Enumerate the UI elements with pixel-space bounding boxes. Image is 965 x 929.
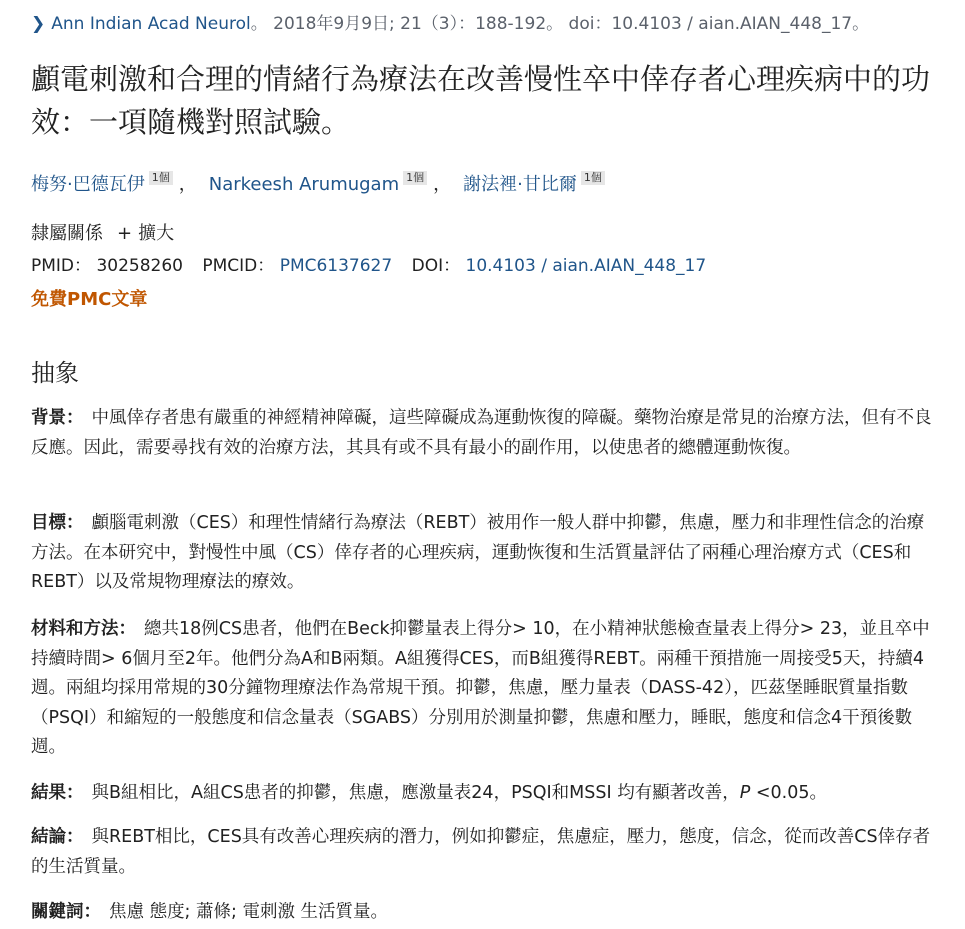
author-list [31, 170, 605, 196]
abstract-methods [31, 615, 936, 763]
background-text: 中風倖存者患有嚴重的神經精神障礙，這些障礙成為運動恢復的障礙。藥物治療是常見的治療方法，但有不良反應。因此，需要尋找有效的治療方法，其具有或不具有最小的副作用，以使患者的總體運動恢復。 [31, 408, 932, 458]
objective-text: 顱腦電刺激（CES）和理性情緒行為療法（REBT）被用作一般人群中抑鬱，焦慮，壓力和非理性信念的治療方法。在本研究中，對慢性中風（CS）倖存者的心理疾病，運動恢復和生活質量評估了兩種心理治療方式（CES和REBT）以及常規物理療法的療效。 [31, 513, 925, 592]
conclusion-text: 與REBT相比，CES具有改善心理疾病的潛力，例如抑鬱症，焦慮症，壓力，態度，信念，從而改善CS倖存者的生活質量。 [31, 827, 931, 877]
pmcid-link[interactable]: PMC6137627 [279, 256, 393, 276]
affiliation-marker[interactable]: 1個 [403, 171, 427, 185]
journal-link[interactable]: Ann Indian Acad Neurol [51, 14, 251, 34]
author-link[interactable]: 梅努·巴德瓦伊 [31, 174, 145, 195]
abstract-heading: 抽象 [31, 359, 79, 387]
abstract-background [31, 404, 936, 463]
objective-label: 目標： [31, 513, 84, 533]
citation-separator: 。 [546, 14, 564, 34]
author-link[interactable]: Narkeesh Arumugam [208, 174, 400, 195]
affiliation-marker[interactable]: 1個 [149, 171, 173, 185]
author-separator: ， [178, 174, 197, 195]
plus-icon[interactable]: + [117, 223, 133, 244]
free-pmc-article-label[interactable]: 免費PMC文章 [31, 289, 148, 310]
citation-line [31, 9, 869, 34]
identifiers [31, 251, 720, 276]
methods-text: 總共18例CS患者，他們在Beck抑鬱量表上得分> 10，在小精神狀態檢查量表上得分> 23，並且卒中持續時間> 6個月至2年。他們分為A和B兩類。A組獲得CES，而B組獲得REBT。兩種干預措施一周接受5天，持續4週。兩組均採用常規的30分鐘物理療法作為常規干預。抑鬱，焦慮，壓力量表（DASS-42），匹茲堡睡眠質量指數（PSQI）和縮短的一般態度和信念量表（SGABS）分別用於測量抑鬱，焦慮和壓力，睡眠，態度和信念4干預後數週。 [31, 619, 930, 757]
abstract-objective [31, 509, 936, 598]
keywords-text: 焦慮 態度; 蕭條; 電刺激 生活質量。 [109, 902, 389, 922]
article-title: 顱電刺激和合理的情緒行為療法在改善慢性卒中倖存者心理疾病中的功效：一項隨機對照試驗。 [31, 62, 931, 139]
abstract-keywords [31, 898, 936, 928]
pmid-label: PMID： [31, 256, 92, 276]
results-text: 與B組相比，A組CS患者的抑鬱，焦慮，應激量表24，PSQI和MSSI 均有顯著改善， [91, 783, 740, 803]
citation-doi: 10.4103 / aian.AIAN_448_17 [611, 14, 853, 34]
p-value-symbol: P [739, 783, 751, 803]
pmid-value: 30258260 [96, 256, 183, 276]
pmcid-label: PMCID： [202, 256, 275, 276]
doi-link[interactable]: 10.4103 / aian.AIAN_448_17 [465, 256, 707, 276]
conclusion-label: 結論： [31, 827, 84, 847]
author-link[interactable]: 謝法裡·甘比爾 [463, 174, 577, 195]
affiliations-label: 隸屬關係 [31, 223, 103, 244]
citation-date-issue: 2018年9月9日; 21（3）：188-192 [273, 14, 547, 34]
expand-button[interactable]: 擴大 [138, 223, 175, 244]
citation-separator: 。 [852, 14, 870, 34]
background-label: 背景： [31, 408, 84, 428]
author-separator: ， [433, 174, 452, 195]
keywords-label: 關鍵詞： [31, 902, 101, 922]
citation-doi-label: doi： [568, 14, 612, 34]
methods-label: 材料和方法： [31, 619, 136, 639]
affiliation-marker[interactable]: 1個 [581, 171, 605, 185]
results-tail: <0.05。 [750, 783, 827, 803]
doi-label: DOI： [411, 256, 461, 276]
results-label: 結果： [31, 783, 84, 803]
abstract-results [31, 779, 936, 809]
citation-separator: 。 [250, 14, 268, 34]
affiliations-toggle[interactable] [31, 219, 174, 245]
abstract-conclusion [31, 823, 936, 882]
chevron-right-icon[interactable]: ❯ [31, 14, 46, 34]
